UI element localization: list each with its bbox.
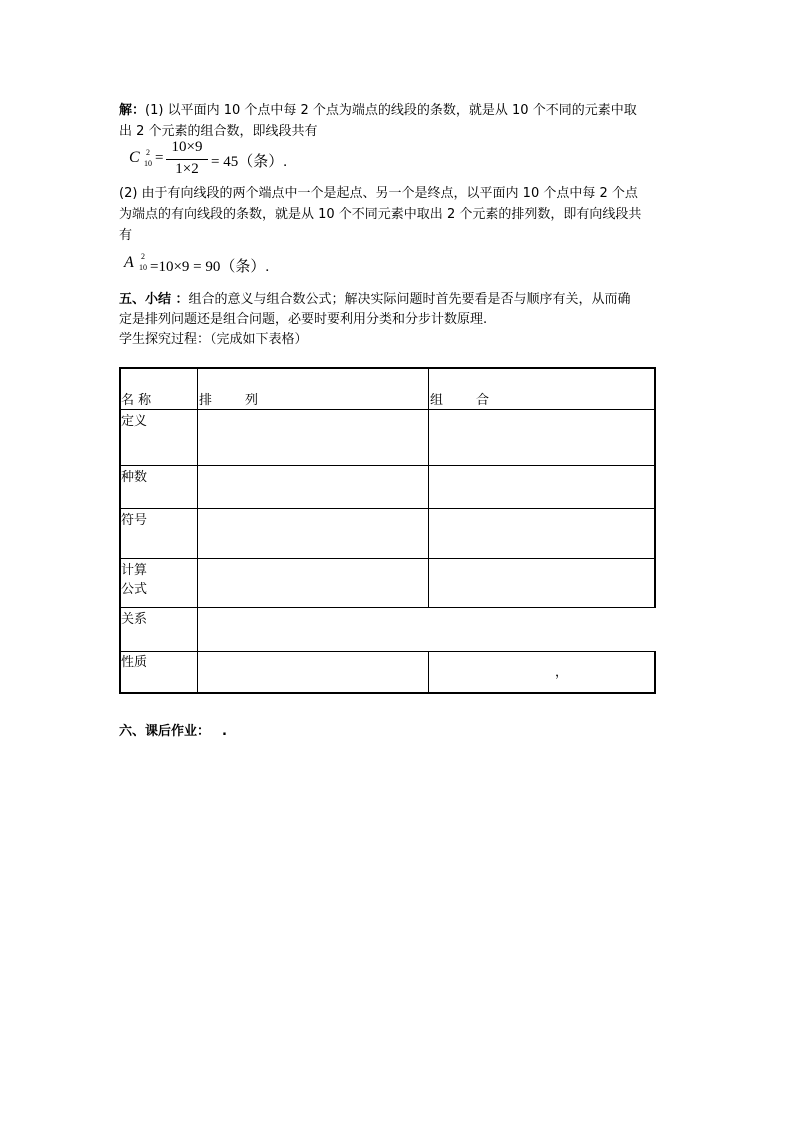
- table-rule: [119, 558, 656, 559]
- homework-heading: 六、课后作业：: [119, 724, 211, 739]
- property-comb-mark: ，: [555, 665, 569, 680]
- table-col-divider: [197, 367, 198, 694]
- table-rule: [119, 607, 656, 608]
- formula2-sub: 10: [139, 263, 147, 272]
- formula1-sub: 10: [144, 159, 152, 168]
- formula2-sup: 2: [141, 252, 145, 261]
- header-combination: 组 合: [430, 393, 490, 408]
- formula2-expression: =10×9 = 90（条）.: [150, 259, 270, 275]
- summary-heading: 五、小结 ：: [119, 292, 189, 307]
- row-count: 种数: [121, 470, 148, 485]
- summary-text-1: 组合的意义与组合数公式；解决实际问题时首先要看是否与顺序有关，从而确: [188, 292, 631, 307]
- solution-part2-line2: 为端点的有向线段的条数，就是从 10 个不同元素中取出 2 个元素的排列数，即有向线段共: [119, 207, 642, 222]
- formula1-numerator: 10×9: [171, 139, 203, 155]
- homework-line: [119, 720, 227, 739]
- solution-label: 解：: [119, 103, 146, 118]
- row-definition: 定义: [121, 414, 148, 429]
- formula2-symbol: A: [124, 254, 134, 271]
- summary-line1: [119, 288, 631, 307]
- header-permutation: 排 列: [199, 393, 259, 408]
- formula1-denominator: 1×2: [175, 161, 199, 177]
- solution-part2-line3: 有: [119, 228, 133, 243]
- table-border-right: [654, 367, 656, 608]
- formula1-eq1: =: [155, 150, 164, 166]
- solution-part1-line2: 出 2 个元素的组合数，即线段共有: [119, 124, 318, 139]
- table-border-bottom: [119, 692, 656, 694]
- homework-content: .: [222, 724, 227, 739]
- formula1-fraction-bar: [166, 159, 208, 160]
- formula1-result: = 45（条）.: [211, 154, 287, 170]
- formula1-sup: 2: [146, 148, 150, 157]
- solution-part2-line1: (2) 由于有向线段的两个端点中一个是起点、另一个是终点，以平面内 10 个点中每 2 个点: [119, 186, 638, 201]
- solution-part1-line1: (1) 以平面内 10 个点中每 2 个点为端点的线段的条数，就是从 10 个不同的元素中取: [145, 103, 637, 118]
- table-rule: [119, 508, 656, 509]
- table-border-right: [654, 651, 656, 694]
- row-relation: 关系: [121, 612, 148, 627]
- row-property: 性质: [121, 655, 148, 670]
- row-symbol: 符号: [121, 513, 148, 528]
- table-col-divider: [428, 367, 429, 608]
- formula1-symbol: C: [129, 149, 140, 166]
- row-formula-line1: 计算: [121, 563, 148, 578]
- row-formula-line2: 公式: [121, 582, 148, 597]
- table-rule: [119, 651, 656, 652]
- solution-paragraph-1: [119, 99, 637, 118]
- table-col-divider: [428, 651, 429, 694]
- table-rule: [119, 465, 656, 466]
- summary-line2: 定是排列问题还是组合问题，必要时要利用分类和分步计数原理.: [119, 312, 488, 327]
- explore-caption: 学生探究过程：（完成如下表格）: [119, 332, 308, 347]
- table-border-top: [119, 367, 656, 369]
- header-name: 名 称: [121, 393, 152, 408]
